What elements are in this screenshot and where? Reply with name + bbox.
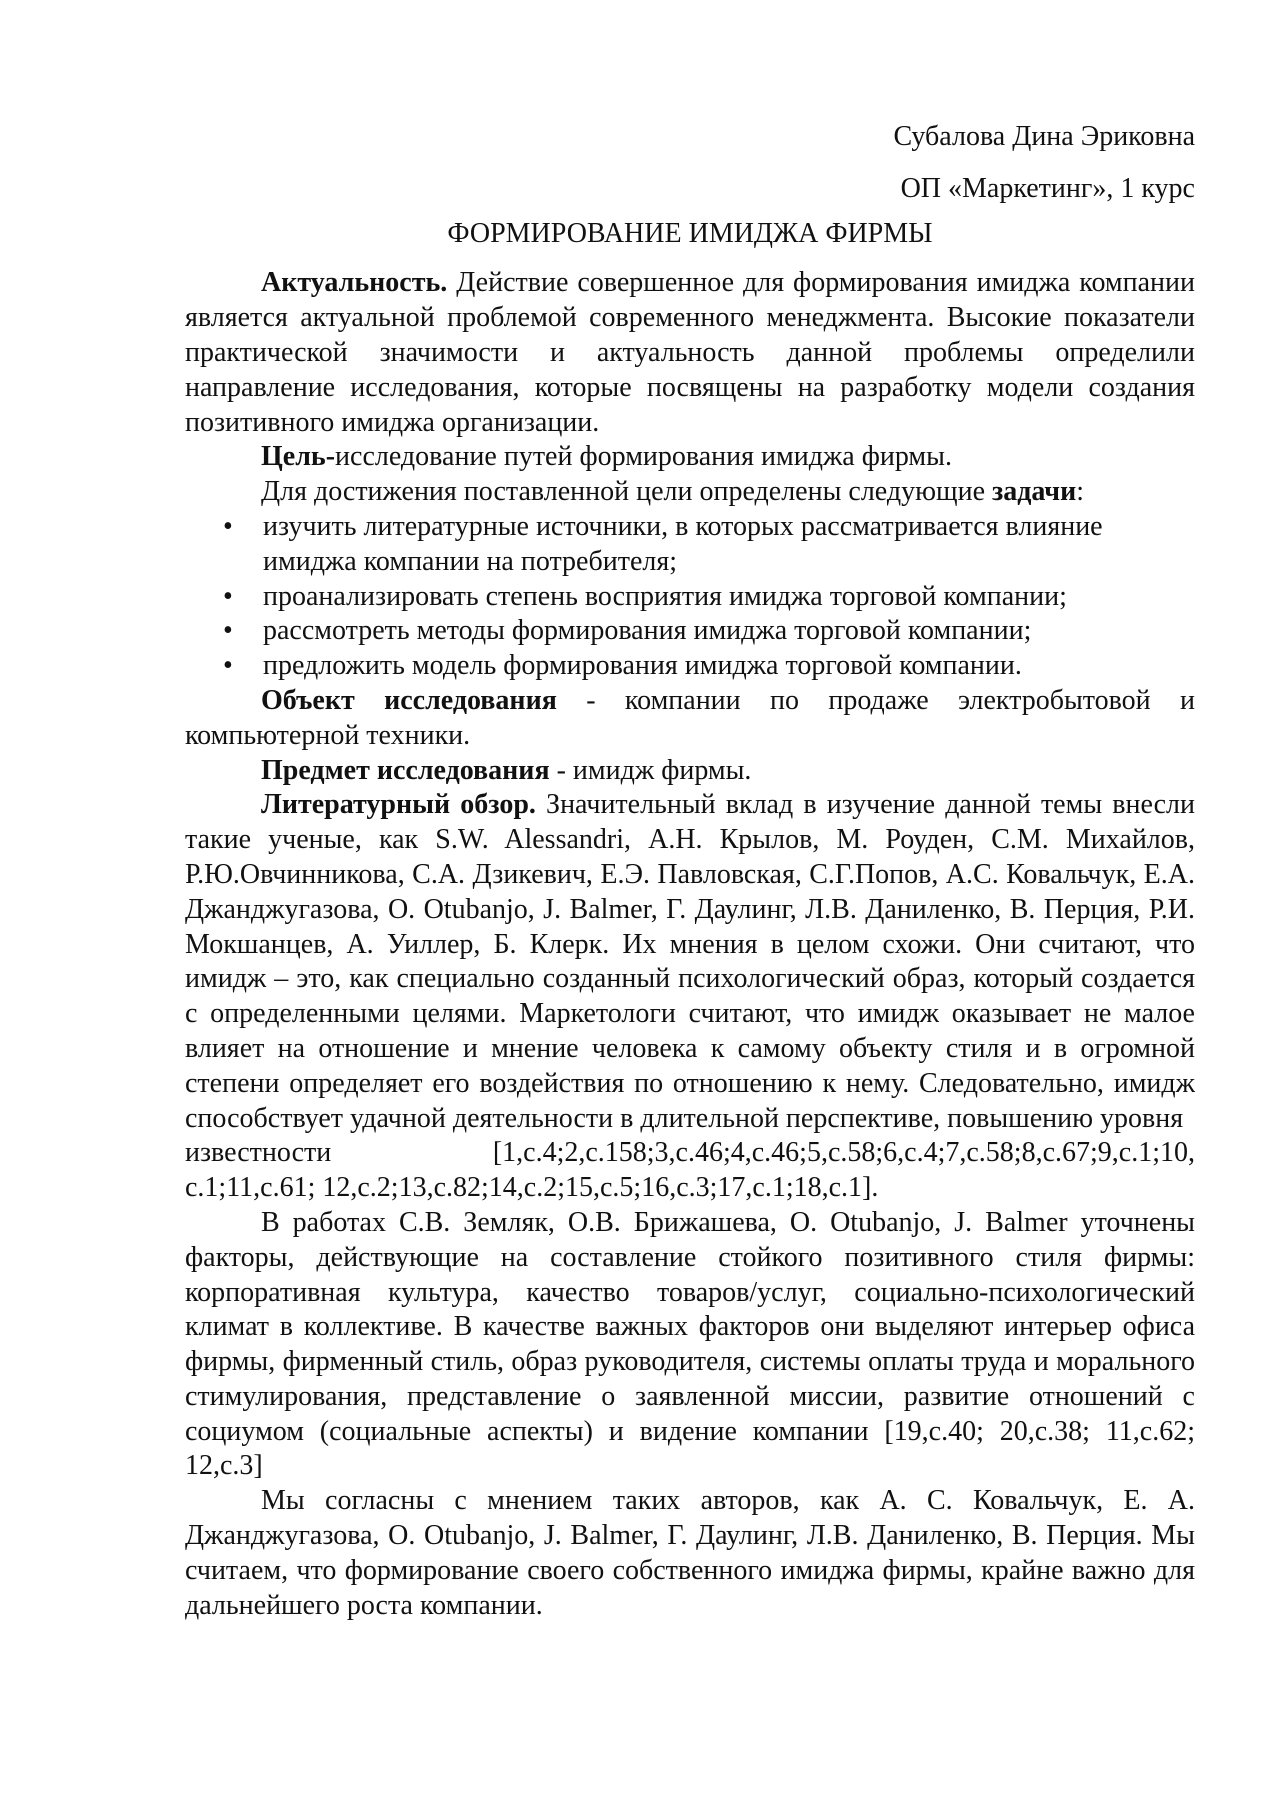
goal-text: исследование путей формирования имиджа фирмы. [335,441,952,473]
object-text: - компании по продаже электробытовой и компьютерной техники. [185,684,1196,751]
bullet-icon: • [223,510,233,542]
document-page [185,120,1195,1623]
tasks-intro-text: Для достижения поставленной цели определены следующие [261,476,992,508]
subject-label: Предмет исследования [261,754,550,786]
document-title: ФОРМИРОВАНИЕ ИМИДЖА ФИРМЫ [447,217,933,249]
works-text: В работах С.В. Земляк, О.В. Брижашева, O. Otubanjo, J. Balmer уточнены факторы, действующие на составление стойкого позитивного стиля фирмы: корпоративная культура, качество товаров/услуг, социально-психологический климат в коллективе. В качестве важных факторов они выделяют интерьер офиса фирмы, фирменный стиль, образ руководителя, системы оплаты труда и морального стимулирования, представление о заявленной миссии, развитие отношений с социумом (социальные аспекты) и видение компании [19,с.40; 20,с.38; 11,с.62; 12,с.3] [185,1206,1195,1482]
conclusion-paragraph [185,1484,1195,1623]
program-line: ОП «Маркетинг», 1 курс [900,172,1195,204]
object-paragraph [185,684,1195,754]
review-text: Значительный вклад в изучение данной темы внесли такие ученые, как S.W. Alessandri, А.Н. Крылов, М. Роуден, С.М. Михайлов, Р.Ю.Овчинникова, С.А. Дзикевич, Е.Э. Павловская, С.Г.Попов, А.С. Ковальчук, Е.А. Джанджугазова, O. Otubanjo, J. Balmer, Г. Даулинг, Л.В. Даниленко, В. Перция, Р.И. Мокшанцев, А. Уиллер, Б. Клерк. Их мнения в целом схожи. Они считают, что имидж – это, как специально созданный психологический образ, который создается с определенными целями. Маркетологи считают, что имидж оказывает не малое влияет на отношение и мнение человека к самому объекту стиля и в огромной степени определяет его воздействия по отношению к нему. Следовательно, имидж способствует удачной деятельности в длительной перспективе, повышению уровня [185,789,1195,1134]
task-text: проанализировать степень восприятия имиджа торговой компании; [263,580,1067,612]
review-paragraph [185,788,1195,1136]
bullet-icon: • [223,615,233,647]
bullet-icon: • [223,580,233,612]
relevance-text: Действие совершенное для формирования имиджа компании является актуальной проблемой современного менеджмента. Высокие показатели практической значимости и актуальность данной проблемы определили направление исследования, которые посвящены на разработку модели создания позитивного имиджа организации. [185,267,1195,438]
tasks-list [185,510,1195,684]
review-refs-continuation [185,1171,1195,1206]
review-refs-part-b: с.1;11,с.61; 12,с.2;13,с.82;14,с.2;15,с.5;16,с.3;17,с.1;18,с.1]. [185,1172,879,1204]
tasks-intro-suffix: : [1076,476,1084,508]
relevance-label: Актуальность. [261,267,448,299]
object-label: Объект исследования [261,684,557,716]
list-item [223,580,1195,615]
goal-label: Цель- [261,441,336,473]
goal-paragraph [185,440,1195,475]
task-text: изучить литературные источники, в которых рассматривается влияние имиджа компании на потребителя; [263,510,1103,577]
review-refs-part-a: [1,с.4;2,с.158;3,с.46;4,с.46;5,с.58;6,с.4;7,с.58;8,с.67;9,с.1;10, [492,1137,1195,1169]
author-name: Субалова Дина Эриковна [893,121,1195,152]
bullet-icon: • [223,650,233,682]
task-text: рассмотреть методы формирования имиджа торговой компании; [263,615,1032,647]
review-label: Литературный обзор. [261,789,536,821]
review-refs-word: известности [185,1137,332,1169]
relevance-paragraph [185,266,1195,440]
task-text: предложить модель формирования имиджа торговой компании. [263,650,1022,682]
list-item [223,614,1195,649]
list-item [223,510,1195,580]
subject-paragraph [185,754,1195,789]
tasks-label: задачи [992,476,1077,508]
tasks-intro-paragraph [185,475,1195,510]
conclusion-text: Мы согласны с мнением таких авторов, как А. С. Ковальчук, Е. А. Джанджугазова, O. Otubanjo, J. Balmer, Г. Даулинг, Л.В. Даниленко, В. Перция. Мы считаем, что формирование своего собственного имиджа фирмы, крайне важно для дальнейшего роста компании. [185,1485,1195,1621]
list-item [223,649,1195,684]
review-references-line [185,1136,1195,1171]
subject-text: - имидж фирмы. [549,754,752,786]
works-paragraph [185,1206,1195,1484]
